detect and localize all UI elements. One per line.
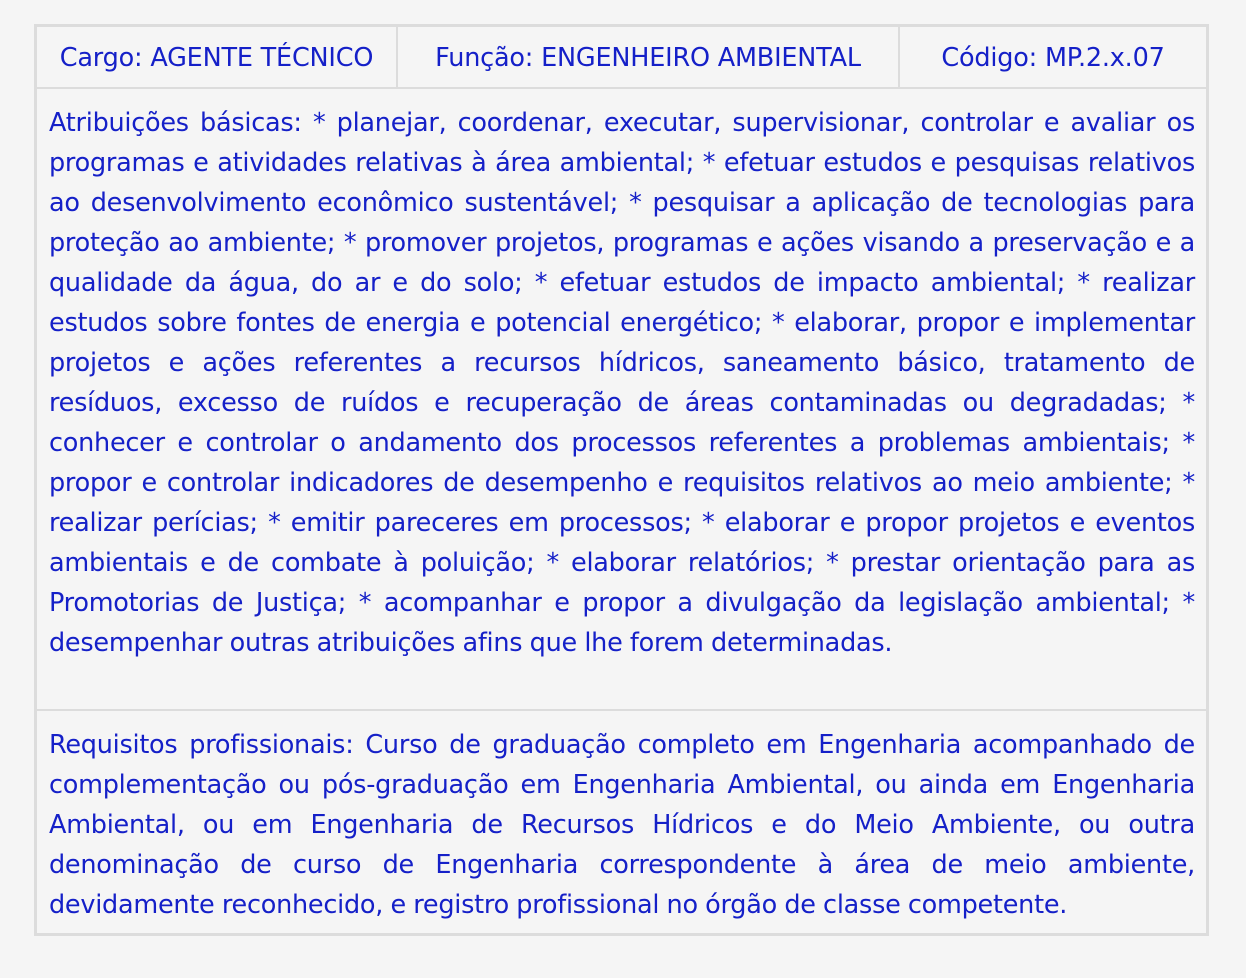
codigo-cell: Código: MP.2.x.07 xyxy=(941,43,1165,73)
funcao-cell: Função: ENGENHEIRO AMBIENTAL xyxy=(398,27,900,89)
atribuicoes-text: Atribuições básicas: * planejar, coordenar, executar, supervisionar, controlar e avaliar os programas e atividades relativas à área ambiental; * efetuar estudos e pesquisas relativos ao desenvolvimento econômico sustentável; * pesquisar a aplicação de tecnologias para proteção ao ambiente; * promover projetos, programas e ações visando a preservação e a qualidade da água, do ar e do solo; * efetuar estudos de impacto ambiental; * realizar estudos sobre fontes de energia e potencial energético; * elaborar, propor e implementar projetos e ações referentes a recursos hídricos, saneamento básico, tratamento de resíduos, excesso de ruídos e recuperação de áreas contaminadas ou degradadas; * conhecer e controlar o andamento dos processos referentes a problemas ambientais; * propor e controlar indicadores de desempenho e requisitos relativos ao meio ambiente; * realizar perícias; * emitir pareceres em processos; * elaborar e propor projetos e eventos ambientais e de combate à poluição; * elaborar relatórios; * prestar orientação para as Promotorias de Justiça; * acompanhar e propor a divulgação da legislação ambiental; * desempenhar outras atribuições afins que lhe forem determinadas. xyxy=(49,108,1195,658)
cargo-cell: Cargo: AGENTE TÉCNICO xyxy=(37,27,398,89)
atribuicoes-row xyxy=(37,89,1206,711)
requisitos-text: Requisitos profissionais: Curso de graduação completo em Engenharia acompanhado de complementação ou pós-graduação em Engenharia Ambiental, ou ainda em Engenharia Ambiental, ou em Engenharia de Recursos Hídricos e do Meio Ambiente, ou outra denominação de curso de Engenharia correspondente à área de meio ambiente, devidamente reconhecido, e registro profissional no órgão de classe competente. xyxy=(49,730,1195,920)
header-row xyxy=(37,27,1206,89)
job-description-table xyxy=(34,24,1209,936)
requisitos-row xyxy=(37,711,1206,933)
